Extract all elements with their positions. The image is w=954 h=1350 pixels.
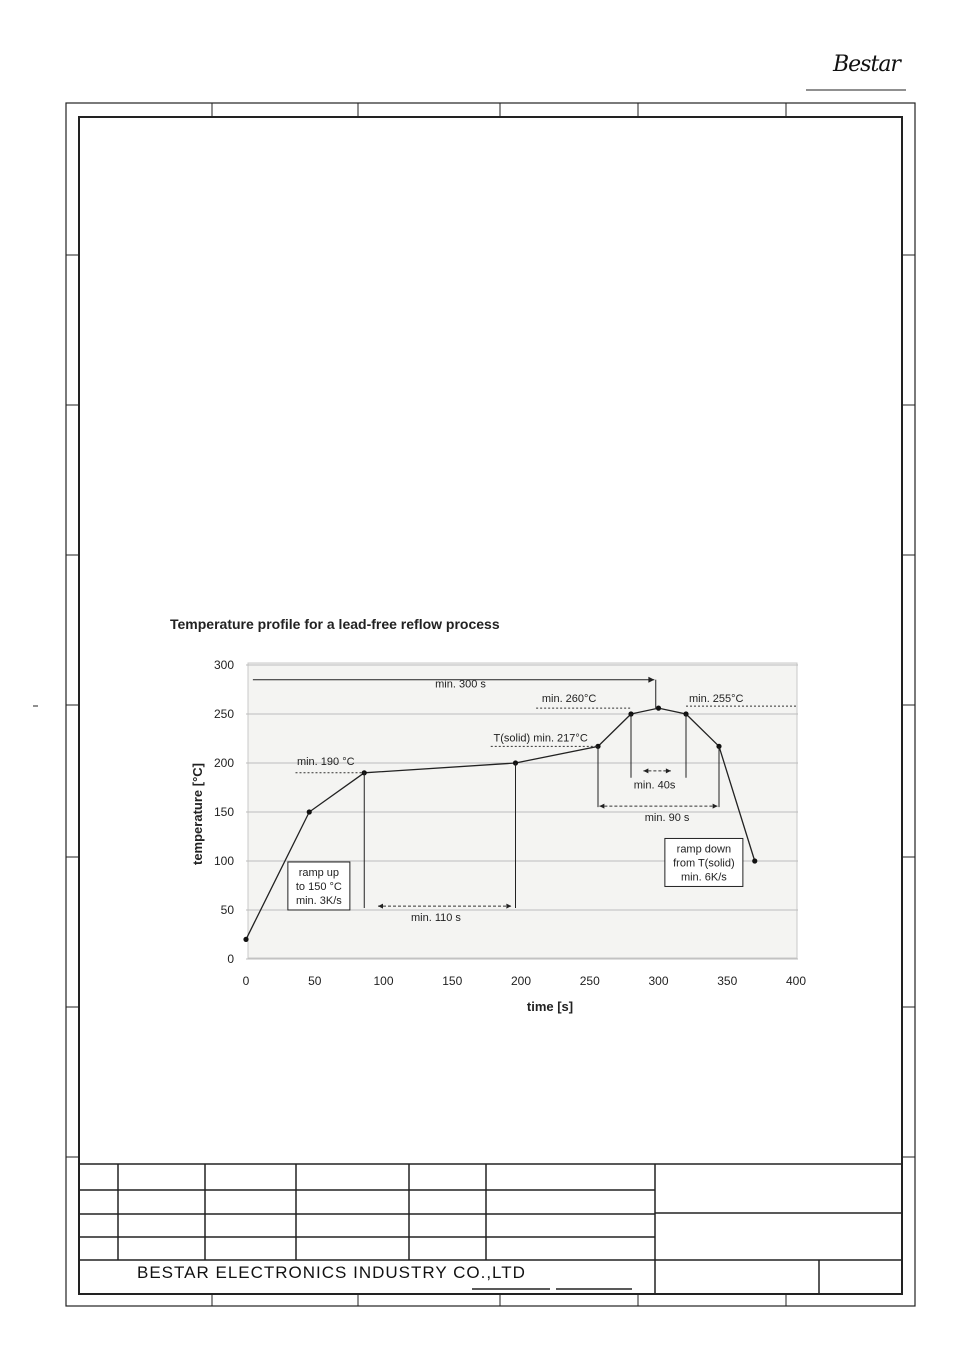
x-tick-250: 250: [579, 974, 600, 988]
y-tick-150: 150: [213, 805, 234, 819]
y-tick-0: 0: [227, 952, 234, 966]
x-tick-400: 400: [785, 974, 807, 988]
y-tick-100: 100: [213, 854, 234, 868]
data-point-0: [243, 937, 248, 942]
data-point-6: [656, 706, 661, 711]
plot-area: [248, 663, 797, 958]
annotation-min260: min. 260°C: [541, 693, 597, 706]
y-tick-300: 300: [213, 658, 234, 672]
x-tick-100: 100: [373, 974, 394, 988]
rampdown-line-0: ramp down: [676, 843, 732, 856]
rampup-line-0: ramp up: [298, 866, 340, 879]
data-point-9: [752, 858, 757, 863]
x-tick-50: 50: [308, 974, 322, 988]
x-axis-label: time [s]: [526, 999, 574, 1014]
x-tick-0: 0: [242, 974, 250, 988]
y-axis-label: temperature [°C]: [190, 763, 205, 865]
y-tick-50: 50: [220, 903, 234, 917]
reflow-profile-chart: [160, 640, 820, 1020]
x-tick-350: 350: [717, 974, 738, 988]
y-tick-250: 250: [213, 707, 234, 721]
data-point-1: [307, 809, 312, 814]
annotation-min110: min. 110 s: [411, 911, 461, 924]
bestar-logo: Bestar: [833, 52, 900, 77]
rampdown-line-1: from T(solid): [673, 857, 735, 870]
rampup-line-1: to 150 °C: [295, 880, 342, 893]
y-tick-200: 200: [213, 756, 234, 770]
x-tick-300: 300: [648, 974, 669, 988]
annotation-min255: min. 255°C: [688, 693, 744, 706]
x-tick-150: 150: [442, 974, 463, 988]
annotation-min40: min. 40s: [633, 779, 676, 792]
chart-title: Temperature profile for a lead-free reflow process: [170, 616, 500, 632]
annotation-min90: min. 90 s: [644, 811, 690, 824]
company-name: BESTAR ELECTRONICS INDUSTRY CO.,LTD: [137, 1263, 526, 1282]
annotation-tsolid: T(solid) min. 217°C: [493, 732, 588, 745]
rampup-line-2: min. 3K/s: [295, 894, 342, 907]
annotation-min190: min. 190 °C: [296, 755, 355, 768]
rampdown-line-2: min. 6K/s: [680, 871, 727, 884]
x-tick-200: 200: [510, 974, 532, 988]
annotation-min300: min. 300 s: [435, 678, 486, 691]
